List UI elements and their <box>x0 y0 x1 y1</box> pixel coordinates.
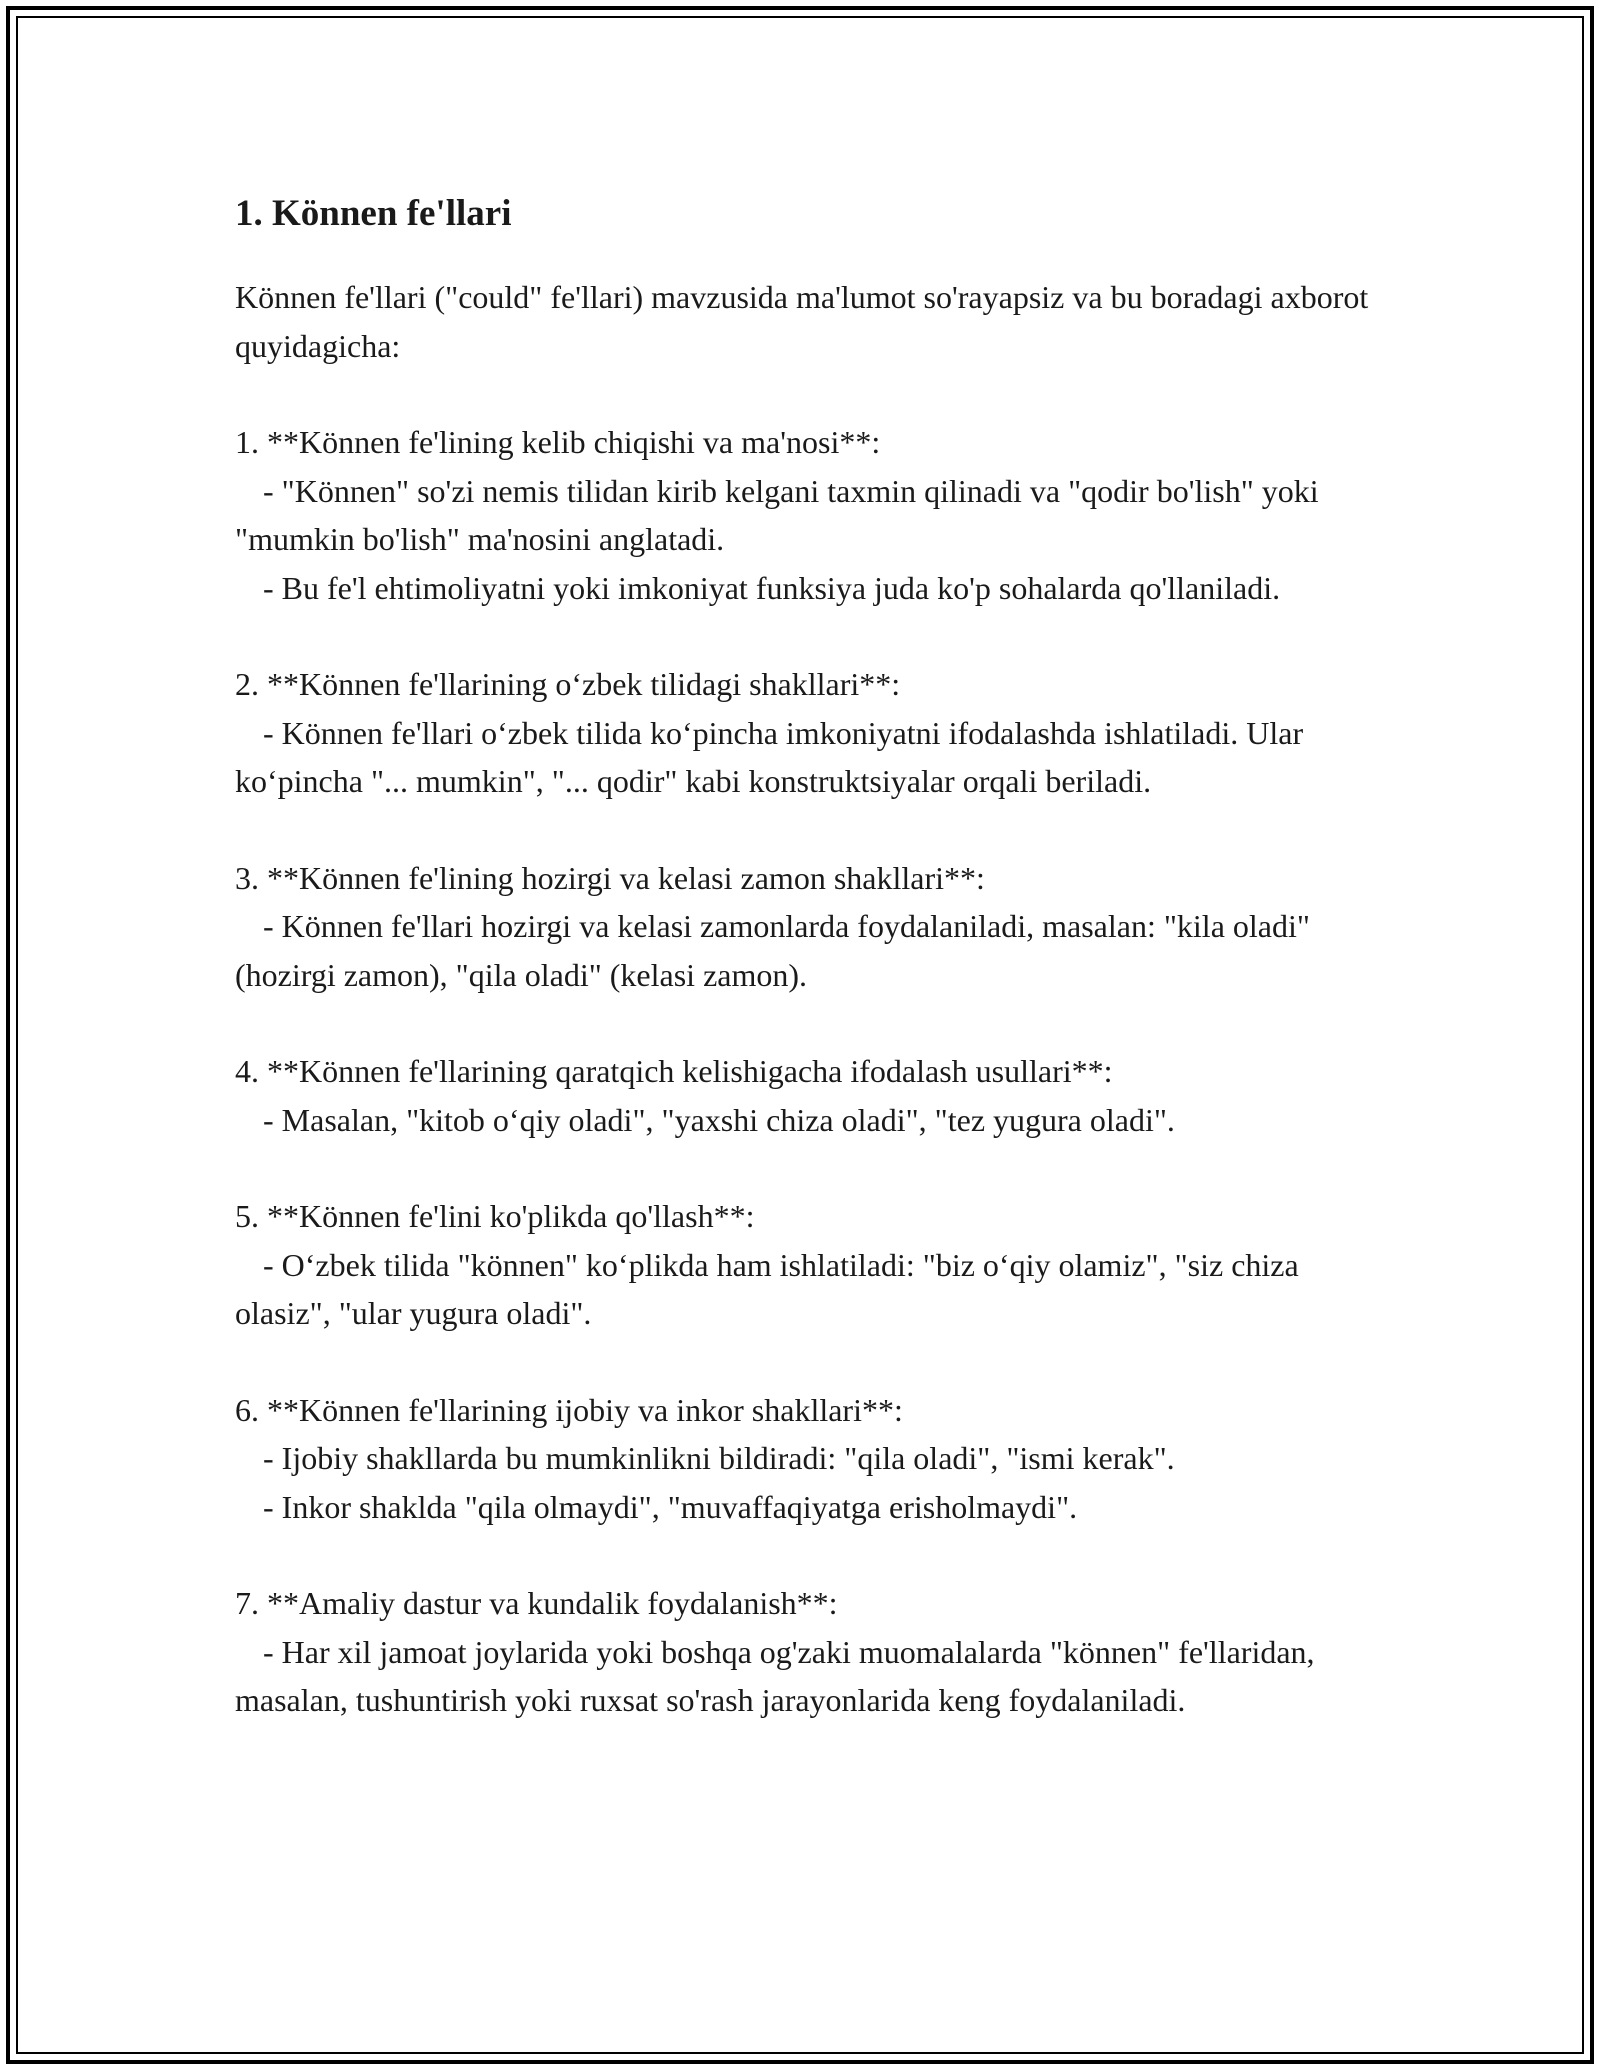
section-2 <box>235 660 1395 806</box>
section-heading: 6. **Können fe'llarining ijobiy va inkor shakllari**: <box>235 1391 903 1428</box>
bullet-item: - Masalan, "kitob o‘qiy oladi", "yaxshi chiza oladi", "tez yugura oladi". <box>235 1096 1395 1145</box>
bullet-item: - Har xil jamoat joylarida yoki boshqa og'zaki muomalalarda "können" fe'llaridan, masalan, tushuntirish yoki ruxsat so'rash jarayonlarida keng foydalaniladi. <box>235 1628 1395 1725</box>
section-body <box>235 1434 1395 1531</box>
section-3 <box>235 854 1395 1000</box>
section-heading: 7. **Amaliy dastur va kundalik foydalanish**: <box>235 1585 838 1621</box>
section-heading: 4. **Können fe'llarining qaratqich kelishigacha ifodalash usullari**: <box>235 1053 1113 1089</box>
section-body <box>235 902 1395 999</box>
section-1 <box>235 418 1395 612</box>
bullet-item: - Inkor shaklda "qila olmaydi", "muvaffaqiyatga erisholmaydi". <box>235 1483 1395 1532</box>
section-body <box>235 1096 1395 1145</box>
section-6 <box>235 1386 1395 1532</box>
intro-paragraph: Können fe'llari ("could" fe'llari) mavzusida ma'lumot so'rayapsiz va bu boradagi axborot quyidagicha: <box>235 279 1369 364</box>
section-4 <box>235 1047 1395 1144</box>
section-7 <box>235 1579 1395 1725</box>
bullet-item: - Können fe'llari hozirgi va kelasi zamonlarda foydalaniladi, masalan: "kila oladi" (hozirgi zamon), "qila oladi" (kelasi zamon). <box>235 902 1395 999</box>
section-body <box>235 1628 1395 1725</box>
page-title: 1. Können fe'llari <box>235 193 512 234</box>
bullet-item: - Bu fe'l ehtimoliyatni yoki imkoniyat funksiya juda ko'p sohalarda qo'llaniladi. <box>235 564 1395 613</box>
section-heading: 2. **Können fe'llarining o‘zbek tilidagi shakllari**: <box>235 666 901 702</box>
section-body <box>235 467 1395 613</box>
section-body <box>235 1241 1395 1338</box>
section-5 <box>235 1192 1395 1338</box>
section-body <box>235 709 1395 806</box>
section-heading: 5. **Können fe'lini ko'plikda qo'llash**: <box>235 1198 755 1234</box>
section-heading: 3. **Können fe'lining hozirgi va kelasi zamon shakllari**: <box>235 859 985 896</box>
bullet-item: - Können fe'llari o‘zbek tilida ko‘pincha imkoniyatni ifodalashda ishlatiladi. Ular ko‘pincha "... mumkin", "... qodir" kabi konstruktsiyalar orqali beriladi. <box>235 709 1395 806</box>
document-body <box>235 185 1395 1773</box>
bullet-item: - Ijobiy shakllarda bu mumkinlikni bildiradi: "qila oladi", "ismi kerak". <box>235 1434 1395 1483</box>
bullet-item: - "Können" so'zi nemis tilidan kirib kelgani taxmin qilinadi va "qodir bo'lish" yoki "mumkin bo'lish" ma'nosini anglatadi. <box>235 467 1395 564</box>
section-heading: 1. **Können fe'lining kelib chiqishi va ma'nosi**: <box>235 424 881 460</box>
bullet-item: - O‘zbek tilida "können" ko‘plikda ham ishlatiladi: "biz o‘qiy olamiz", "siz chiza olasiz", "ular yugura oladi". <box>235 1241 1395 1338</box>
